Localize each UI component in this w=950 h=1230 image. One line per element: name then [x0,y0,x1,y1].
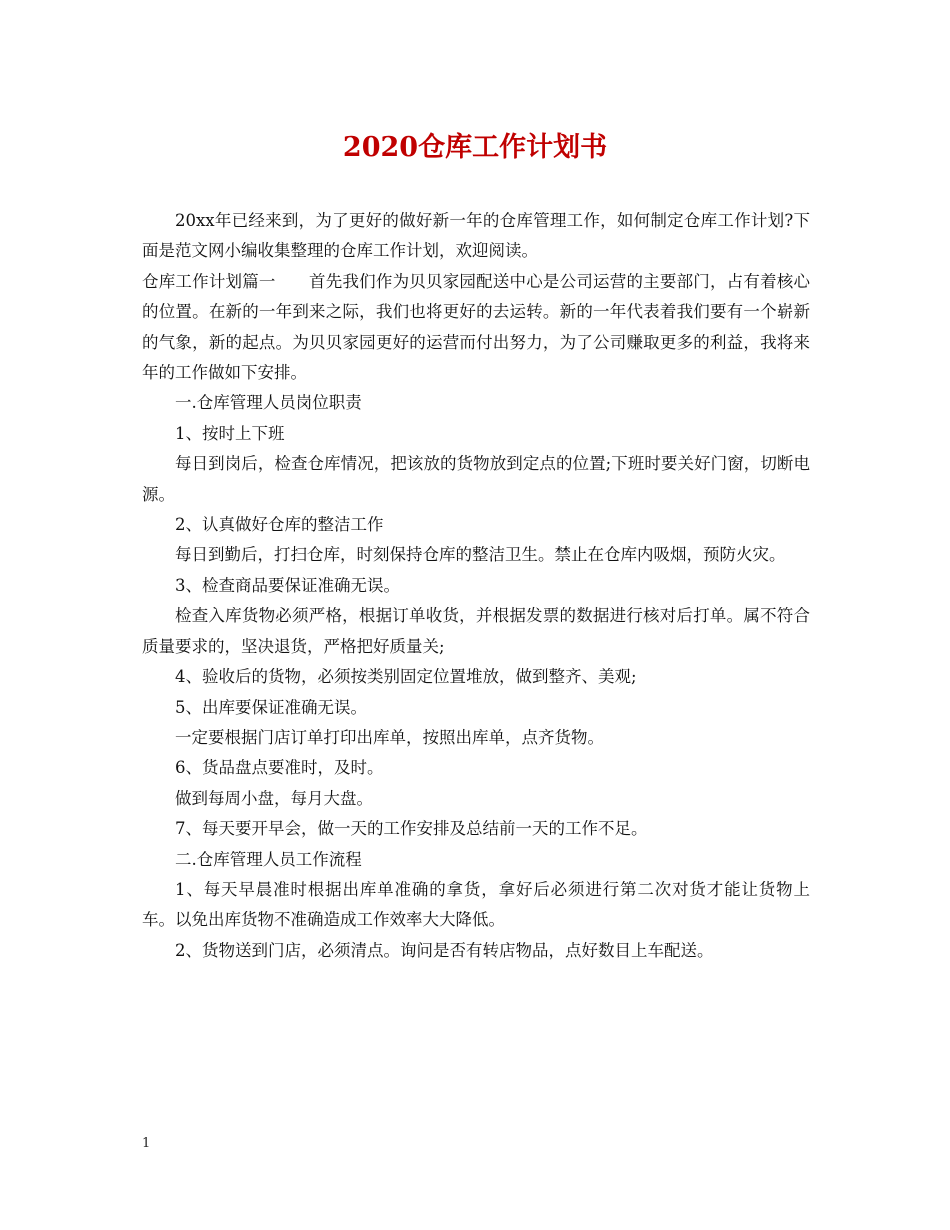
paragraph: 每日到岗后，检查仓库情况，把该放的货物放到定点的位置;下班时要关好门窗，切断电源。 [142,454,810,504]
paragraph: 6、货品盘点要准时，及时。 [175,758,384,778]
paragraph: 2、货物送到门店，必须清点。询问是否有转店物品，点好数目上车配送。 [175,940,714,960]
paragraph: 20xx年已经来到，为了更好的做好新一年的仓库管理工作，如何制定仓库工作计划?下面是范文网小编收集整理的仓库工作计划，欢迎阅读。 [142,211,810,261]
paragraph: 仓库工作计划篇一 首先我们作为贝贝家园配送中心是公司运营的主要部门，占有着核心的位置。在新的一年到来之际，我们也将更好的去运转。新的一年代表着我们要有一个崭新的气象，新的起点。为贝贝家园更好的运营而付出努力，为了公司赚取更多的利益，我将来年的工作做如下安排。 [142,271,810,383]
document-body [142,206,810,966]
paragraph: 一.仓库管理人员岗位职责 [175,393,362,413]
paragraph: 1、按时上下班 [175,423,285,443]
document-title: 2020仓库工作计划书 [342,132,608,163]
paragraph: 做到每周小盘，每月大盘。 [175,788,373,808]
paragraph: 2、认真做好仓库的整洁工作 [175,515,384,535]
paragraph: 二.仓库管理人员工作流程 [175,849,362,869]
paragraph: 每日到勤后，打扫仓库，时刻保持仓库的整洁卫生。禁止在仓库内吸烟，预防火灾。 [175,545,786,565]
paragraph: 1、每天早晨准时根据出库单准确的拿货，拿好后必须进行第二次对货才能让货物上车。以免出库货物不准确造成工作效率大大降低。 [142,879,810,930]
paragraph: 4、验收后的货物，必须按类别固定位置堆放，做到整齐、美观; [175,667,637,687]
paragraph: 5、出库要保证准确无误。 [175,697,367,717]
page-number: 1 [142,1136,151,1151]
paragraph: 检查入库货物必须严格，根据订单收货，并根据发票的数据进行核对后打单。属不符合质量要求的，坚决退货，严格把好质量关; [142,606,810,656]
paragraph: 7、每天要开早会，做一天的工作安排及总结前一天的工作不足。 [175,819,648,839]
paragraph: 一定要根据门店订单打印出库单，按照出库单，点齐货物。 [175,727,604,747]
paragraph: 3、检查商品要保证准确无误。 [175,575,400,595]
